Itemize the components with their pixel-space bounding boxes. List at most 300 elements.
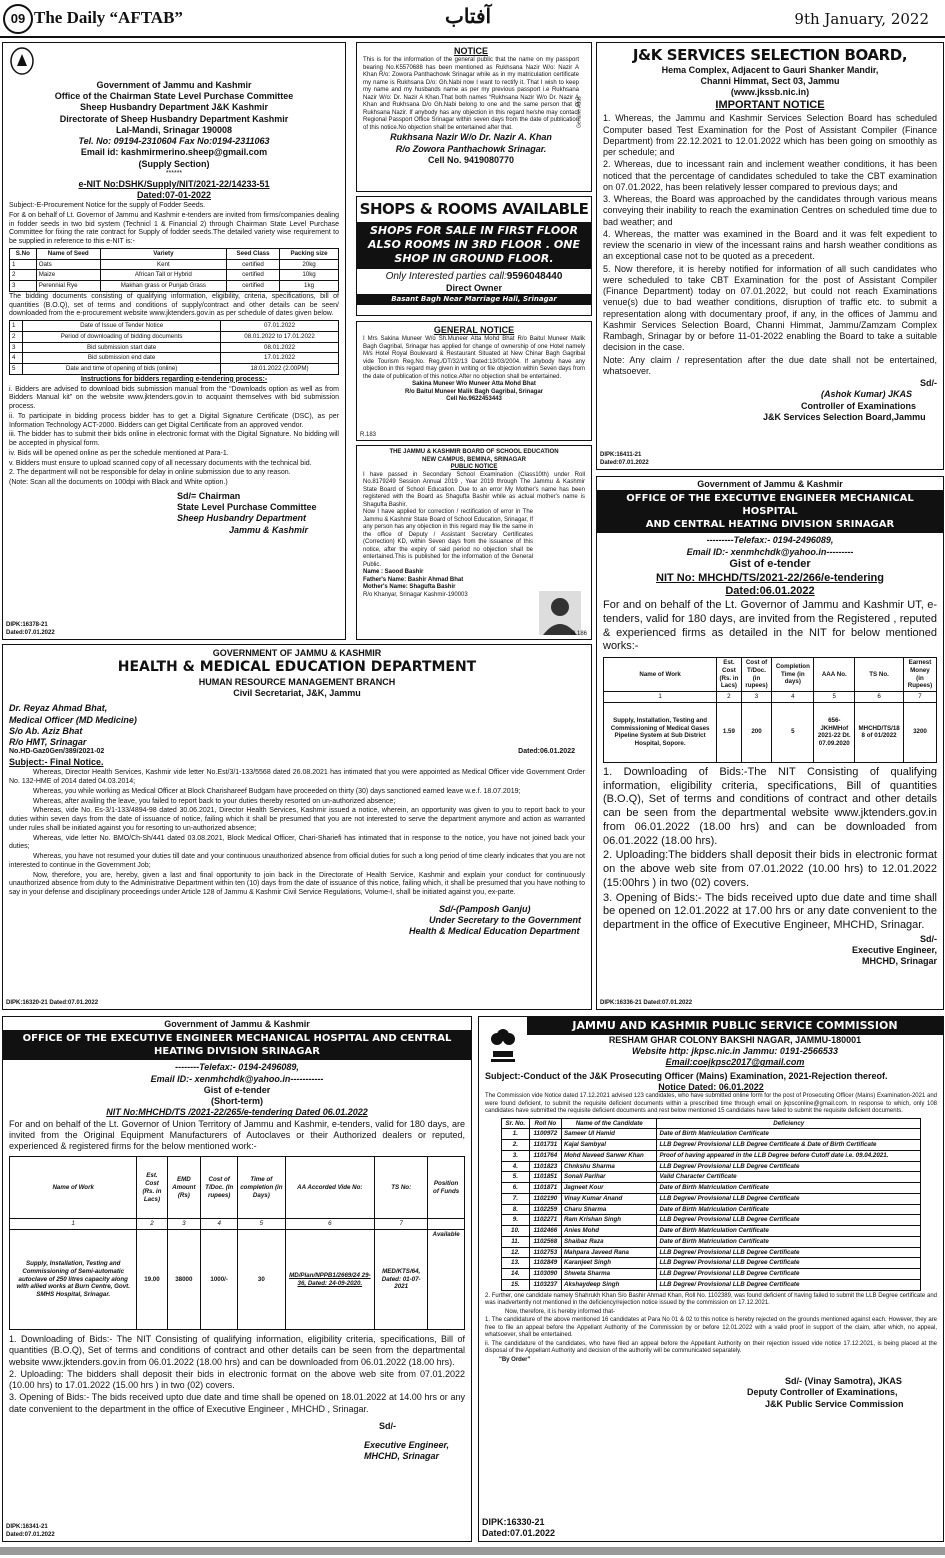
public-notice-title: PUBLIC NOTICE: [450, 464, 498, 470]
th: Est. Cost (Rs. in Lacs): [717, 658, 741, 692]
psc-email: Email:coejkpsc2017@gmail.com: [665, 1057, 805, 1068]
td: 1: [604, 692, 717, 703]
table-cell: 1101731: [529, 1140, 561, 1151]
ad-code: R.186: [570, 630, 587, 637]
table-row: [502, 1226, 921, 1237]
td: 5: [238, 1219, 285, 1230]
table-cell: Date of Birth Matriculation Certificate: [657, 1226, 921, 1237]
td: 1kg: [280, 281, 339, 292]
td: 20kg: [280, 259, 339, 270]
address-line: Lal-Mandi, Srinagar 190008: [115, 124, 233, 135]
td: 1: [10, 259, 37, 270]
table-row: [502, 1172, 921, 1183]
signature: Controller of Examinations: [801, 400, 917, 411]
notice-date: Notice Dated: 06.01.2022: [658, 1081, 764, 1092]
table-cell: LLB Degree/ Provisional LLB Degree Certificate: [657, 1161, 921, 1172]
td: MED/KTS/64, Dated: 01-07-2021: [375, 1230, 428, 1330]
td: Kent: [100, 259, 226, 270]
issue-date: 9th January, 2022: [794, 10, 929, 28]
table-cell: Date of Birth Matriculation Certificate: [657, 1183, 921, 1194]
table-row: [502, 1236, 921, 1247]
table-cell: Ram Krishan Singh: [561, 1215, 657, 1226]
paragraph: Whereas, you have not resumed your duties till date and your continuous unauthorized absence from official duties for such a long period of time clearly indicates that you are not interested to continue in the Government Job;: [9, 853, 585, 869]
signature: Sd/-: [920, 933, 937, 944]
owner-label: Direct Owner: [445, 283, 503, 294]
th: AAA No.: [814, 658, 855, 692]
table-cell: 6.: [502, 1183, 530, 1194]
signature: Sheep Husbandry Department: [177, 513, 307, 524]
signature: Executive Engineer,: [364, 1440, 450, 1450]
th: Time of completion (in Days): [238, 1157, 285, 1219]
table-cell: 1103237: [529, 1279, 561, 1290]
table-cell: 9.: [502, 1215, 530, 1226]
th: Name of Work: [10, 1157, 137, 1219]
shops-address: Basant Bagh Near Marriage Hall, Srinagar: [357, 294, 591, 305]
table-cell: Proof of having appeared in the LLB Degree before Cutoff date i.e. 09.04.2021.: [657, 1150, 921, 1161]
paragraph: 5. Now therefore, it is hereby notified for information of all such candidates who were scheduled to take CBT Examination for the post of Assistant Compiler (Finance Department) today on 07.01.2022, but could not reach Examinations venue(s) due to bad weather conditions, disruption of traffic etc. to submit a representation along with documentary proof, if any, in the offices of Jammu and Kashmir Services Selection Board, Channi Himmat, Jammu/Zamzam Complex Rambagh, Srinagar by or before 11-01-2022 enabling the Board to take a suitable decision in the case.: [603, 263, 937, 353]
td: 3: [10, 342, 23, 353]
paragraph: For & on behalf of Lt. Governor of Jammu and Kashmir e-tenders are invited from firms/companies dealing in fodder seeds in two bid system (Technicl 1 & Financial 2) through Chairman State Level Purchase Committee for fixing the rate contract for Supply of fodder seeds.The detailed variety wise requirement to be supplied in reference to this e-NIT is:-: [9, 211, 339, 245]
instruction: ii. To participate in bidding process bidder has to get a Digital Signature Certificate (DSC), as per Information Technology ACT-2000. Bidders can get Digital Certificate from an approved vendor.: [9, 412, 339, 429]
ref-line: [9, 748, 585, 757]
instruction: (Note: Scan all the documents on 100dpi with Black and White option.): [9, 479, 228, 486]
table-cell: 1102568: [529, 1236, 561, 1247]
notice-body: I Mrs Sakina Muneer W/o Sh.Muneer Atta Mohd Bhat R/o Baitul Muneer Malik Bagh Gagribal, Srinagar has applied for change of ownership of one Hotel namely M/s Hotel Royal Boulevard & Restaurant Situated at New Chinar Bagh Gagribal vide Tourism Reg.No. Reg./DT/32/13 Dated:13/03/2004. If anybody have any objection in this regard may given in writing or file objection within Seven days from the date of publication of this notice.After no objection shall be entertained.: [363, 336, 585, 380]
website: (www.jkssb.nic.in): [730, 87, 810, 98]
health-department-notice: [2, 644, 592, 1010]
th: Est. Cost (Rs. in Lacs): [137, 1157, 167, 1219]
notice-title: NOTICE: [453, 46, 488, 56]
th: Packing size: [280, 248, 339, 259]
nit-number: e-NIT No:DSHK/Supply/NIT/2021-22/14233-51: [78, 178, 270, 189]
dipk-number: DIPK:16341-21: [6, 1524, 48, 1530]
dipk-date: Dated:07.01.2022: [482, 1527, 556, 1538]
th: TS No.: [855, 658, 904, 692]
td: 10kg: [280, 270, 339, 281]
addressee: Dr. Reyaz Ahmad Bhat,: [9, 703, 108, 714]
dept-line: Sheep Husbandry Department J&K Kashmir: [79, 102, 269, 113]
passport-notice: [356, 42, 592, 192]
th: Seed Class: [226, 248, 279, 259]
paragraph: Now, therefore, it is hereby informed that-: [505, 1308, 616, 1315]
applicant-name: Name : Saood Bashir: [363, 569, 424, 575]
td: 1: [10, 321, 23, 332]
address-line: Channi Himmat, Sect 03, Jammu: [700, 76, 840, 86]
td: 08.01.2022 to 17.01.2022: [221, 331, 339, 342]
paragraph: Whereas, vide letter No. BMO/Ch-Sh/441 dated 03.08.2021, Block Medical Officer, Chari-Shariefi has intimated that in response to the notice, you have not joined back your duties;: [9, 834, 585, 851]
contact-line: [357, 271, 591, 284]
table-cell: LLB Degree/ Provisional LLB Degree Certificate: [657, 1193, 921, 1204]
subject: Subject:-Conduct of the J&K Prosecuting Officer (Mains) Examination, 2021-Rejection thereof.: [485, 1070, 888, 1081]
email-line: Email id: kashmirmerino.sheep@gmail.com: [80, 147, 268, 158]
th: Completion Time (in days): [772, 658, 814, 692]
table-cell: 7.: [502, 1193, 530, 1204]
signature: R/o Baitul Muneer Malik Bagh Gagribal, Srinagar: [404, 388, 544, 395]
signature: Sd/-: [379, 1420, 396, 1431]
dipk-code: [6, 622, 55, 637]
gov-line: Government of Jammu and Kashmir: [96, 79, 252, 90]
table-cell: 1103090: [529, 1269, 561, 1280]
signature: Executive Engineer,: [851, 945, 937, 955]
table-row: [502, 1204, 921, 1215]
td: 5: [772, 702, 814, 762]
father-name: Father's Name: Bashir Ahmad Bhat: [363, 576, 464, 583]
instruction: iii. The bidder has to submit their bids online in electronic format with the Digital Signature. No bidding will be accepted in physical form.: [9, 431, 339, 447]
nit-number: NIT No:MHCHD/TS /2021-22/265/e-tendering Dated 06.01.2022: [106, 1107, 368, 1118]
td: Available: [428, 1230, 465, 1330]
table-cell: Shweta Sharma: [561, 1269, 657, 1280]
branch-line: HUMAN RESOURCE MANAGEMENT BRANCH: [198, 676, 396, 687]
td: 18.01.2022 (2.00PM): [221, 364, 339, 375]
side-tag: Genuine Adds: [576, 96, 583, 128]
email: Email ID:- xenmhchdk@yahoo.in-----------: [150, 1073, 324, 1084]
table-cell: 1101764: [529, 1150, 561, 1161]
table-row: [502, 1269, 921, 1280]
general-notice: [356, 321, 592, 441]
td: 7: [375, 1219, 428, 1230]
signature: Cell No.9622453443: [446, 396, 502, 403]
shops-line: SHOPS FOR SALE IN FIRST FLOOR: [369, 223, 578, 237]
instruction: v. Bidders must ensure to upload scanned copy of all necessary documents with the technical bid.: [9, 459, 312, 467]
table-row: [502, 1193, 921, 1204]
table-cell: Sonali Parihar: [561, 1172, 657, 1183]
applicant-address: R/o Khanyar, Srinagar Kashmir-190003: [363, 591, 468, 598]
td: 3: [10, 281, 37, 292]
td: 6: [855, 692, 904, 703]
newspaper-name: The Daily “AFTAB”: [34, 8, 183, 27]
signature: Sakina Muneer W/o Muneer Atta Mohd Bhat: [412, 381, 536, 388]
table-cell: Vinay Kumar Anand: [561, 1193, 657, 1204]
table-cell: Sameer Ul Hamid: [561, 1129, 657, 1140]
th: Name of Seed: [36, 248, 100, 259]
td: 200: [741, 702, 772, 762]
section-line: (Supply Section): [138, 158, 210, 169]
th: Name of the Candidate: [561, 1118, 657, 1129]
signature: MHCHD, Srinagar: [364, 1451, 440, 1462]
th: Deficiency: [657, 1118, 921, 1129]
td: 2: [717, 692, 741, 703]
applicant-photo: [539, 591, 581, 635]
td: 4: [201, 1219, 238, 1230]
table-row: [502, 1140, 921, 1151]
td: 2: [10, 270, 37, 281]
board-title: THE JAMMU & KASHMIR BOARD OF SCHOOL EDUCATION: [389, 449, 559, 455]
td: certified: [226, 270, 279, 281]
dipk-number: DIPK:16411-21: [600, 452, 642, 458]
td: 7: [903, 692, 936, 703]
table-cell: Karanjeet Singh: [561, 1258, 657, 1269]
table-cell: 10.: [502, 1226, 530, 1237]
dipk-code: [482, 1517, 555, 1540]
shops-line: SHOP IN GROUND FLOOR.: [394, 252, 554, 266]
psc-website: Website http: jkpsc.nic.in Jammu: 0191-2566533: [632, 1046, 838, 1056]
td: Perennial Rye: [36, 281, 100, 292]
table-cell: 1102849: [529, 1258, 561, 1269]
works-table: [9, 1156, 465, 1330]
td: 5: [10, 364, 23, 375]
td: certified: [226, 281, 279, 292]
dipk-number: DIPK:16378-21: [6, 622, 48, 628]
td: Oats: [36, 259, 100, 270]
table-cell: 11.: [502, 1236, 530, 1247]
table-cell: Anies Mohd: [561, 1226, 657, 1237]
table-cell: Chnkshu Sharma: [561, 1161, 657, 1172]
dipk-number: DIPK:16330-21: [482, 1516, 545, 1527]
table-cell: Date of Birth Matriculation Certificate: [657, 1204, 921, 1215]
table-cell: LLB Degree/ Provisional LLB Degree Certificate: [657, 1247, 921, 1258]
table-cell: 13.: [502, 1258, 530, 1269]
masthead: [0, 0, 945, 40]
mech-banner: [3, 1030, 471, 1060]
paragraph: 1. Downloading of Bids:-The NIT Consisting of qualifying information, eligibility criteria, specifications, Bill of quantities (B.O.Q), Set of terms and conditions of contract and other details can be seen from the departmental website www.jktenders.gov.in from 06.01.2022 (18.00 hrs) and can be downloaded from 06.01.2022 (18.00 hrs).: [603, 765, 937, 847]
paragraph: The bidding documents consisting of qualifying information, eligibility, criteria, specifications, bill of quantities (B.O.Q), set of terms and conditions of supply/contract and other details can be seen/ downloaded from the e-procurement website www.jktenders.gov.in as per schedule of dates given below.: [9, 292, 339, 318]
seed-table: [9, 248, 339, 292]
th: Name of Work: [604, 658, 717, 692]
header-rule: [0, 36, 945, 38]
nit-date: Dated:07-01-2022: [136, 189, 212, 200]
office-line: Office of the Chairman State Level Purchase Committee: [54, 91, 294, 101]
mech-banner: [597, 490, 943, 533]
td: 1000/-: [201, 1230, 238, 1330]
short-term: (Short-term): [211, 1096, 263, 1106]
paragraph: Whereas, after availing the leave, you failed to report back to your duties thereby resorted on un-authorized absence;: [33, 797, 396, 805]
phone-number: 9596048440: [506, 270, 563, 282]
banner-line: OFFICE OF THE EXECUTIVE ENGINEER MECHANICAL HOSPITAL AND CENTRAL: [22, 1033, 452, 1045]
td: [428, 1219, 465, 1230]
mechanical-tender-266: [596, 476, 944, 1010]
table-row: [502, 1150, 921, 1161]
paragraph: Whereas, you while working as Medical Officer at Block Charishareef Budgam have proceeded on thirty (30) days sanctioned earned leave w.e.f. 18.07.2019;: [33, 787, 521, 795]
by-order: "By Order": [499, 1356, 531, 1363]
dipk-date: Dated:07.01.2022: [6, 629, 55, 636]
dipk-code: [6, 1524, 55, 1539]
paragraph: 1. Downloading of Bids:- The NIT Consisting of qualifying information, eligibility criteria, specifications, Bill of quantities (B.O.Q), Set of terms and conditions of contract and other details can be seen from the departmental website www.jktenders.gov.in from 06.01.2022 (18.00 hrs) and can be downloaded from 06.01.2022 (18.00 hrs).: [9, 1334, 465, 1367]
banner-line: OFFICE OF THE EXECUTIVE ENGINEER MECHANICAL HOSPITAL: [626, 493, 914, 518]
td: Bid submission start date: [23, 342, 221, 353]
deficiency-table: [501, 1118, 921, 1291]
stars: ******: [165, 169, 183, 177]
banner-line: HEATING DIVISION SRINAGAR: [154, 1046, 320, 1058]
td: Date of Issue of Tender Notice: [23, 321, 221, 332]
table-cell: Date of Birth Matriculation Certificate: [657, 1236, 921, 1247]
paragraph: 4. Whereas, the matter was examined in the Board and it was felt expedient to review the scenario in view of the incessant rains and harsh weather conditions as an exceptional case not to be quoted as a precedent.: [603, 228, 937, 262]
td: 08.01.2022: [221, 342, 339, 353]
shops-title: SHOPS & ROOMS AVAILABLE: [359, 200, 589, 218]
ashoka-emblem-icon: [487, 1021, 519, 1065]
table-row: [502, 1279, 921, 1290]
board-subtitle: NEW CAMPUS, BEMINA, SRINAGAR: [421, 456, 526, 463]
dipk-date: Dated:07.01.2022: [6, 1531, 55, 1538]
table-cell: LLB Degree/ Provisional LLB Degree Certificate: [657, 1279, 921, 1290]
notice-body: I have passed in Secondary School Examination (Class10th) under Roll No.8179249 Session Annual 2019 , Year 2019 through The Jammu & Kashmir State Board of School Education. Due to an error My Mother's name has been registered with the Board as Shagufta Bashir while as actual mother's name is Shagufta Bashir.: [363, 471, 585, 508]
instruction: 2. The department will not be responsible for delay in online submission due to any reason.: [9, 469, 291, 477]
shops-banner: [357, 222, 591, 269]
td: Period of downloading of bidding documents: [23, 331, 221, 342]
table-cell: Mahpara Javeed Rana: [561, 1247, 657, 1258]
signature: Sd/-: [920, 378, 937, 388]
notice-body: Now I have applied for correction / rectification of error in The Jammu & Kashmir State Board of School Education, Srinagar, If any person has any objection in this regard may file the same in the office of Deputy / Assistant Secretary Certificates (Correction) KD, within Seven days from the issuance of this notice, after the expiry of said period no objection shall be entertained.This is published for the information of the General Public.: [363, 509, 533, 568]
table-cell: LLB Degree/ Provisional LLB Degree Certificate: [657, 1269, 921, 1280]
signature: (Ashok Kumar) JKAS: [821, 389, 913, 400]
td: 2: [10, 331, 23, 342]
table-cell: Shaibaz Raza: [561, 1236, 657, 1247]
footer-bar: [0, 1547, 945, 1555]
paragraph: 2. Uploading: The bidders shall deposit their bids in electronic format on the above web site from 07.01.2022 (10.00 hrs) to 17.01.2022 (15.00 hrs ) in two (02) covers.: [9, 1368, 465, 1390]
table-cell: Valid Character Certificate: [657, 1172, 921, 1183]
directorate-line: Directorate of Sheep Husbandry Department Kashmir: [59, 113, 289, 124]
signature: Under Secretary to the Government: [429, 915, 582, 925]
table-cell: 5.: [502, 1172, 530, 1183]
gist-heading: Gist of e-tender: [729, 557, 811, 570]
gov-line: GOVERNMENT OF JAMMU & KASHMIR: [212, 648, 382, 658]
th: EMD Amount (Rs): [167, 1157, 201, 1219]
table-cell: Jagneet Kour: [561, 1183, 657, 1194]
paragraph: Note: Any claim / representation after the due date shall not be entertained, whatsoever.: [603, 354, 937, 376]
psc-title: JAMMU AND KASHMIR PUBLIC SERVICE COMMISSION: [527, 1017, 943, 1035]
shops-advert: [356, 196, 592, 316]
gist-heading: Gist of e-tender: [203, 1084, 271, 1095]
banner-line: AND CENTRAL HEATING DIVISION SRINAGAR: [645, 519, 895, 531]
table-cell: Akshaydeep Singh: [561, 1279, 657, 1290]
table-cell: 1.: [502, 1129, 530, 1140]
table-cell: 1102466: [529, 1226, 561, 1237]
paragraph: 3. Whereas, the Board was approached by the candidates through various means conveying their inability to reach the examination Centres on scheduled time due to bad weather; and: [603, 194, 937, 227]
td: certified: [226, 259, 279, 270]
td: 656-JKHMHof 2021-22 Dt. 07.09.2020: [814, 702, 855, 762]
ref-date: Dated:06.01.2022: [518, 748, 575, 756]
td: 30: [238, 1230, 285, 1330]
signature: Sd/-(Pamposh Ganju): [439, 903, 531, 914]
table-cell: 1101823: [529, 1161, 561, 1172]
paragraph: Now, therefore, you are, hereby, given a last and final opportunity to join back in the Directorate of Health Service, Kashmir and explain your conduct for continuously unauthorized absence from duty to the Administrative Department within ten (10) days from the date of issuance of this notice, failing which, it shall be presumed that you have nothing to say in your defense and disciplinary proceedings under Article 128 of Jammu & Kashmir Civil Service Regulations, Volume-I, shall be initiated against you, ex-parte.: [9, 871, 585, 896]
td: 3: [167, 1219, 201, 1230]
th: Earnest Money (in Rupees): [903, 658, 936, 692]
table-row: [502, 1129, 921, 1140]
paragraph: Whereas, vide No. Es-3/1-133/4894-98 dated 30.06.2021, Director Health Services, Kashmir issued a notice, wherein, an opportunity was given to you to report back to your duties within seven days from the date of issuance of notice, failing which it shall be presumed that you are not interested to serve the department anymore and action as warranted under rules shall be initiated against you for resorting to un-authorized absence;: [9, 807, 585, 832]
signature: Deputy Controller of Examinations,: [747, 1387, 898, 1398]
ref-number: No.HD-Gaz0Gen/389/2021-02: [9, 748, 105, 756]
table-cell: 1102190: [529, 1193, 561, 1204]
paragraph: 1. Whereas, the Jammu and Kashmir Services Selection Board has scheduled Computer based Test Examination for the Post of Assistant Compiler (Finance Department) from 22.12.2021 to 12.01.2022 which has been going on smoothly as per schedule; and: [603, 113, 937, 157]
table-cell: Date of Birth Matriculation Certificate: [657, 1129, 921, 1140]
table-row: [502, 1258, 921, 1269]
intro: The Commission vide Notice dated 17.12.2021 advised 123 candidates, who have submitted online form for the post of Prosecuting Officer (Mains) Examination-2021 and were found deficient, to submit the requisite deficient documents within a prescribed time through email on jkpsconline@gmail.com. In response to which, only 108 candidates have submitted the requisite deficient documents and rest below mentioned 15 candidates have failed to submit the requisite deficient documents.: [485, 1093, 937, 1114]
td: 1.59: [717, 702, 741, 762]
paragraph: 1. The candidature of the above mentioned 16 candidates at Para No 01 & 02 to this notice is hereby rejected on the grounds mentioned against each. However, they are free to file an appeal before the Appellant Authority of the Commission by or before 12.01.2022 with a valid proof in support of the claim, after which, no appeal, whatsoever, shall be entertained.: [485, 1317, 937, 1338]
table-row: [502, 1247, 921, 1258]
td: African Tall or Hybrid: [100, 270, 226, 281]
signature: J&K Services Selection Board,Jammu: [763, 411, 926, 422]
td: 1: [10, 1219, 137, 1230]
td: Supply, Installation, Testing and Commissioning of Semi-automatic autoclave of 250 litres capacity along with allied works at Burn Centre, Govt. SMHS Hospital, Srinagar.: [10, 1230, 137, 1330]
th: Sr. No.: [502, 1118, 530, 1129]
table-cell: 1102259: [529, 1204, 561, 1215]
dipk-code: DIPK:16336-21 Dated:07.01.2022: [600, 999, 693, 1006]
gov-line: Government of Jammu & Kashmir: [697, 479, 843, 489]
table-cell: 2.: [502, 1140, 530, 1151]
intro: For and on behalf of the Lt. Governor of Union Territory of Jammu and Kashmir, e-tenders, valid for 180 days, are invited from the Original Equipment Manufacturers of Autoclaves or their Authorized dealers or reputed, experienced & registered firms for the below mentioned work:-: [9, 1118, 465, 1151]
intro: For and on behalf of the Lt. Governor of Jammu and Kashmir UT, e-tenders, valid for 180 days, are invited from the Registered , reputed & experienced firms as detailed in the NIT for below mentioned works:-: [603, 599, 937, 653]
td: 4: [10, 353, 23, 364]
paragraph: 2. Further, one candidate namely Shahrukh Khan S/o Bashir Ahmad Khan, Roll No. 1102389, was found deficient of having failed to submit the LLB Degree certificate and was inadvertently not mentioned in the deficiency/rejection notice issued by the commission on 17.12.2021.: [485, 1292, 937, 1306]
table-cell: 1100972: [529, 1129, 561, 1140]
td: 07.01.2022: [221, 321, 339, 332]
td: 2: [137, 1219, 167, 1230]
email: Email ID:- xenmhchdk@yahoo.in---------: [686, 546, 854, 557]
table-cell: Mohd Naveed Sarwer Khan: [561, 1150, 657, 1161]
psc-address: RESHAM GHAR COLONY BAKSHI NAGAR, JAMMU-180001: [608, 1034, 862, 1045]
td: Bid submission end date: [23, 353, 221, 364]
works-table: [603, 657, 937, 763]
dipk-code: DIPK:16320-21 Dated:07.01.2022: [6, 999, 99, 1006]
dipk-code: [600, 452, 649, 467]
table-cell: 1102753: [529, 1247, 561, 1258]
contact-label: Only Interested parties call:: [385, 270, 507, 282]
td: MD/Plan/NPPB1/2669/24 29-36, Dated: 24-09-2020.: [285, 1230, 375, 1330]
table-cell: Charu Sharma: [561, 1204, 657, 1215]
td: 38000: [167, 1230, 201, 1330]
table-cell: 3.: [502, 1150, 530, 1161]
td: 6: [285, 1219, 375, 1230]
jk-emblem-icon: [9, 46, 35, 76]
signature: State Level Purchase Committee: [177, 502, 317, 512]
dept-title: HEALTH & MEDICAL EDUCATION DEPARTMENT: [117, 659, 477, 676]
telefax: ---------Telefax:- 0194-2496089,: [706, 535, 834, 546]
nit-number: NIT No: MHCHD/TS/2021-22/266/e-tendering: [656, 571, 884, 584]
table-cell: LLB Degree/ Provisional LLB Degree Certificate & Date of Birth Certificate: [657, 1140, 921, 1151]
table-cell: 14.: [502, 1269, 530, 1280]
phone-line: Tel. No: 09194-2310604 Fax No:0194-2311063: [78, 136, 270, 146]
signature: Health & Medical Education Department: [409, 926, 580, 937]
school-board-notice: [356, 445, 592, 640]
paragraph: 3. Opening of Bids:- The bids received upto due date and time shall be opened on 18.01.2022 at 14.00 hrs or any date convenient to the department in the office of Executive Engineer , MHCHD , Srinagar.: [9, 1392, 465, 1414]
th: Cost of T/Doc. (in rupees): [741, 658, 772, 692]
td: 3200: [903, 702, 936, 762]
td: 5: [814, 692, 855, 703]
jkssb-advert: [596, 42, 944, 470]
th: Roll No: [529, 1118, 561, 1129]
th: Cost of T/Doc. (In rupees): [201, 1157, 238, 1219]
th: Variety: [100, 248, 226, 259]
notice-body: This is for the information of the general public that the name on my passport bearing No.K5570688 has been mentioned as Rukhsana Nazir W/o: Nazir A Khan R/o: Zowora Panthachowk Srinagar while as in my matriculation certificate my name is Rukhsana D/o: Gh.Nabi now I want to rectify it. That I wish to keep my name and my husbands name as per my previous passport i.e Rukhsana Nazir W/o: Dr. Nazir A Khan.That both names “Rukhsana Nazir W/o Dr. Nazir A Khan and Rukhsana D/o Gh.Nabi belong to one and the same person that is Rukhsana Nazir. If anybody has any objection in this regard he/she may contact Regional Passport Office Srinagar within seven days from the date of publication of this notice.No objection shall be entertained after that.: [363, 57, 579, 131]
table-cell: 15.: [502, 1279, 530, 1290]
urdu-logo: آفتاب: [445, 6, 492, 28]
td: MHCHD/TS/18 8 of 01/2022: [855, 702, 904, 762]
important-notice-title: IMPORTANT NOTICE: [715, 98, 825, 111]
table-cell: 4.: [502, 1161, 530, 1172]
nit-date: Dated:06.01.2022: [725, 585, 815, 598]
person-photo-icon: [539, 591, 581, 635]
sheep-husbandry-advert: [2, 42, 346, 640]
table-cell: 1101871: [529, 1183, 561, 1194]
addressee: R/o HMT, Srinagar: [9, 737, 87, 747]
subject: Subject:- Final Notice.: [9, 757, 104, 767]
paragraph: 2. Uploading:The bidders shall deposit their bids in electronic format on the above web site from 07.01.2022 (10.00 hrs) to 12.01.2022 (15:00hrs ) in two (02) covers.: [603, 849, 937, 889]
address-line: Hema Complex, Adjacent to Gauri Shanker Mandir,: [661, 64, 879, 75]
secretariat-line: Civil Secretariat, J&K, Jammu: [233, 688, 361, 698]
page-number: 09: [3, 4, 33, 34]
td: Maize: [36, 270, 100, 281]
paragraph: Whereas, Director Health Services, Kashmir vide letter No.Est/3/1-133/5568 dated 26.08.2021 has intimated that you were appointed as Medical Officer vide Government Order No. 132-HME of 2014 dated 04.03.2014;: [9, 769, 585, 785]
shops-line: ALSO ROOMS IN 3RD FLOOR . ONE: [368, 238, 580, 252]
paragraph: ii. The candidature of the candidates, who have filed an appeal before the Appellant Authority on their rejection issued vide notice 17.12.2021, is being placed at the disposal of the Appellant Authority and decision of the authority will be communicated separately.: [485, 1340, 937, 1354]
td: 4: [772, 692, 814, 703]
signature: J&K Public Service Commission: [765, 1398, 904, 1409]
th: AA Accorded Vide No:: [285, 1157, 375, 1219]
table-cell: 1101851: [529, 1172, 561, 1183]
td: Supply, Installation, Testing and Commissioning of Medical Gases Pipeline System at Sub District Hospital, Sopore.: [604, 702, 717, 762]
paragraph: 3. Opening of Bids:- The bids received upto due date and time shall be opened on 12.01.2022 at 17.00 hrs or any date convenient to the department in the office of Executive Engineer, MHCHD, Srinagar.: [603, 891, 937, 931]
